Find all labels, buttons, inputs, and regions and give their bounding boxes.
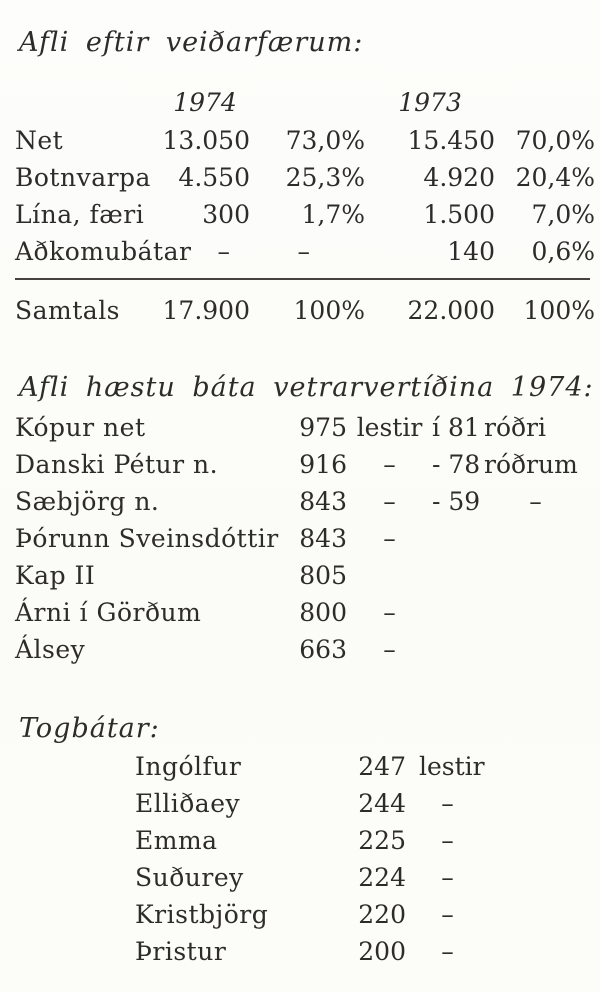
boat-row-arni [15,594,600,631]
catch-1974-dash: – [217,237,230,266]
spacer [15,88,160,122]
trawler-row-thristur [135,933,600,970]
pct-1974: 1,7% [301,200,365,229]
catch-unit: lestir [419,752,485,781]
boat-name: Elliðaey [135,789,241,818]
spacer [250,88,365,122]
ditto-dash: – [441,900,454,929]
trip-count: - 78 [432,450,481,479]
trip-count: í 81 [432,413,480,442]
boat-row-kopur [15,409,600,446]
pct-1974: 73,0% [285,126,365,155]
ditto-dash: – [441,789,454,818]
boat-row-kap-ii [15,557,600,594]
boat-name: Álsey [15,635,86,664]
trawler-row-ellidaey [135,785,600,822]
pct-1973: 0,6% [531,237,595,266]
section-heading-top-boats: Afli hæstu báta vetrarvertíðina 1974: [19,372,594,403]
spacer [432,520,472,557]
gear-label: Aðkomubátar [15,237,192,266]
boat-row-thorunn [15,520,600,557]
ditto-dash: – [383,450,396,479]
total-pct-1973: 100% [523,296,595,325]
spacer [472,520,587,557]
boat-name: Sæbjörg n. [15,487,160,516]
trip-unit: róðri [484,413,546,442]
spacer [432,594,472,631]
boat-row-alsey [15,631,600,668]
table-row-botnvarpa [15,159,600,196]
ditto-dash: – [383,524,396,553]
boat-catch: 975 [299,413,347,442]
ditto-dash: – [383,635,396,664]
boat-catch: 225 [358,826,406,855]
horizontal-rule [15,278,590,280]
trip-unit: róðrum [484,450,578,479]
boat-catch: 800 [299,598,347,627]
boat-name: Kap II [15,561,96,590]
table-row-lina-faeri [15,196,600,233]
catch-1973: 1.500 [423,200,495,229]
ditto-dash: – [441,937,454,966]
boat-name: Suðurey [135,863,244,892]
spacer [472,557,587,594]
boat-name: Kópur net [15,413,146,442]
spacer [432,557,472,594]
boat-catch: 224 [358,863,406,892]
boat-name: Ingólfur [135,752,242,781]
trawler-row-emma [135,822,600,859]
catch-1974: 13.050 [162,126,250,155]
spacer [472,631,587,668]
gear-label: Lína, færi [15,200,145,229]
trip-count: - 59 [432,487,481,516]
boat-row-saebjorg [15,483,600,520]
catch-1974: 300 [202,200,250,229]
total-catch-1973: 22.000 [407,296,495,325]
ditto-dash: – [441,826,454,855]
ditto-dash: – [383,598,396,627]
boat-name: Kristbjörg [135,900,269,929]
table-row-adkomubatar [15,233,600,270]
total-catch-1974: 17.900 [162,296,250,325]
trawler-row-kristbjorg [135,896,600,933]
catch-unit: lestir [356,413,423,442]
boat-row-danski-petur [15,446,600,483]
trawler-row-sudurey [135,859,600,896]
catch-1973: 140 [447,237,495,266]
spacer [432,631,472,668]
ditto-dash: – [383,487,396,516]
boat-name: Emma [135,826,218,855]
trawler-list [135,748,600,970]
gear-label: Botnvarpa [15,163,151,192]
trawler-row-ingolfur [135,748,600,785]
spacer [495,88,595,122]
section-heading-gear: Afli eftir veiðarfærum: [19,27,364,58]
table-row-total [15,292,600,329]
ditto-dash: – [529,487,542,516]
catch-1973: 4.920 [423,163,495,192]
pct-1973: 7,0% [531,200,595,229]
catch-1974: 4.550 [178,163,250,192]
boat-catch: 220 [358,900,406,929]
year-header-1973: 1973 [398,88,462,117]
pct-1973: 20,4% [515,163,595,192]
pct-1974: 25,3% [285,163,365,192]
spacer [347,557,432,594]
boat-catch: 843 [299,487,347,516]
year-header-row [15,88,600,122]
boat-name: Þórunn Sveinsdóttir [15,524,279,553]
boat-catch: 805 [299,561,347,590]
boat-catch: 843 [299,524,347,553]
gear-label: Net [15,126,64,155]
boat-catch: 247 [358,752,406,781]
year-header-1974: 1974 [173,88,237,117]
ditto-dash: – [441,863,454,892]
pct-1973: 70,0% [515,126,595,155]
total-label: Samtals [15,296,121,325]
section-heading-trawlers: Togbátar: [19,713,160,744]
pct-1974-dash: – [297,237,310,266]
spacer [472,594,587,631]
boat-catch: 244 [358,789,406,818]
boat-catch: 916 [299,450,347,479]
boat-name: Danski Pétur n. [15,450,219,479]
boat-catch: 663 [299,635,347,664]
boat-name: Árni í Görðum [15,598,202,627]
table-row-net [15,122,600,159]
boat-name: Þristur [135,937,227,966]
boat-catch: 200 [358,937,406,966]
catch-1973: 15.450 [407,126,495,155]
total-pct-1974: 100% [293,296,365,325]
